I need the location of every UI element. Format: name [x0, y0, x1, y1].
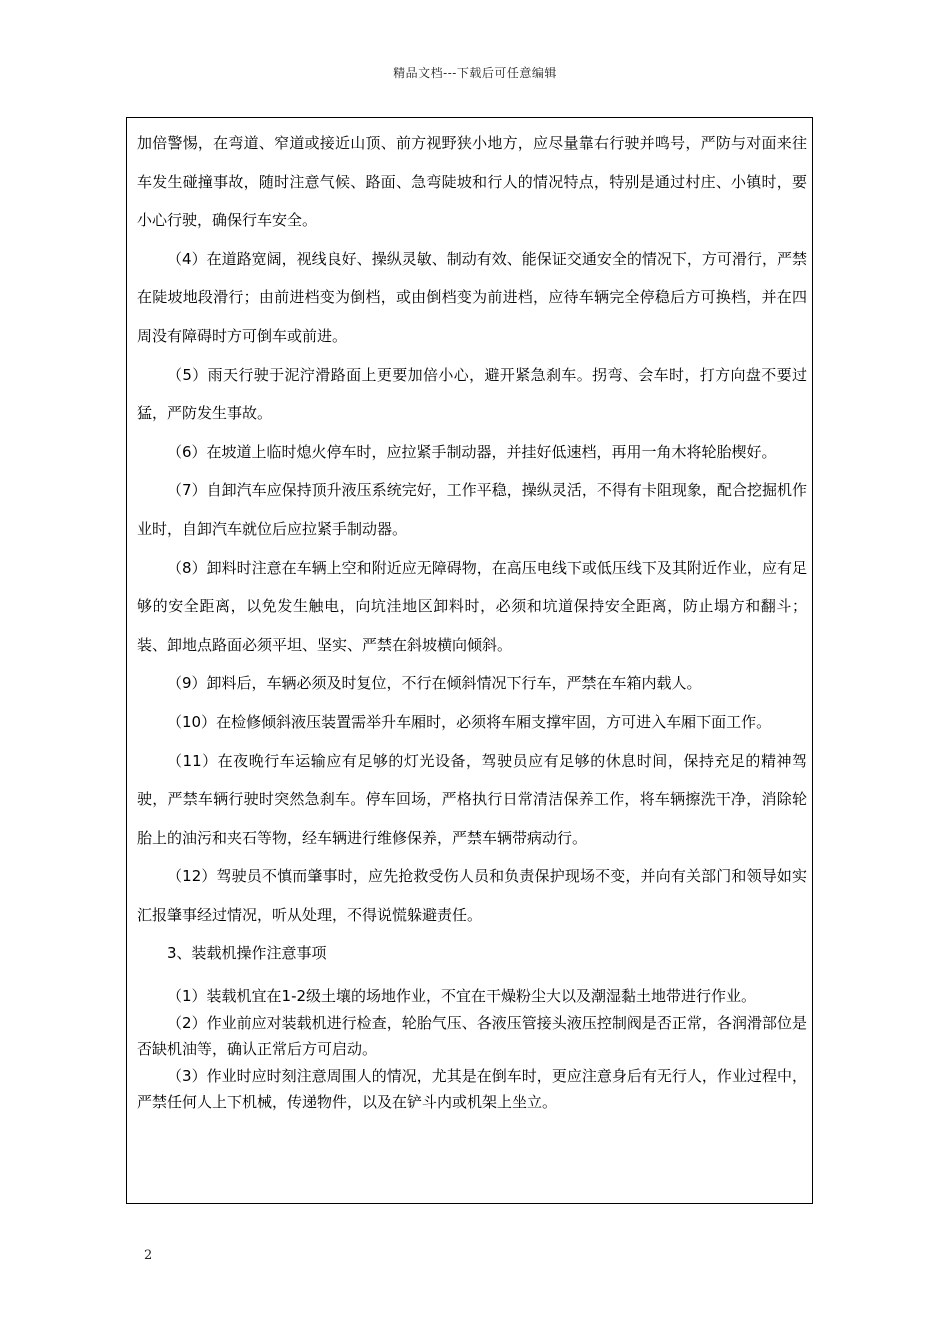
- paragraph-item-9: （9）卸料后，车辆必须及时复位，不行在倾斜情况下行车，严禁在车箱内载人。: [167, 674, 702, 693]
- paragraph-item-11: （11）在夜晚行车运输应有足够的灯光设备，驾驶员应有足够的休息时间，保持充足的精神驾驶，严禁车辆行驶时突然急刹车。停车回场，严格执行日常清洁保养工作，将车辆擦洗干净，消除轮胎上的油污和夹石等物，经车辆进行维修保养，严禁车辆带病动行。: [137, 751, 807, 847]
- paragraph-continuation: 加倍警惕，在弯道、窄道或接近山顶、前方视野狭小地方，应尽量靠右行驶并鸣号，严防与对面来往车发生碰撞事故，随时注意气候、路面、急弯陡坡和行人的情况特点，特别是通过村庄、小镇时，要小心行驶，确保行车安全。: [137, 134, 807, 230]
- page-header: 精品文档---下载后可任意编辑: [393, 66, 557, 80]
- section-heading: 3、装载机操作注意事项: [167, 944, 327, 963]
- paragraph-item-7: （7）自卸汽车应保持顶升液压系统完好，工作平稳，操纵灵活，不得有卡阻现象，配合挖掘机作业时，自卸汽车就位后应拉紧手制动器。: [137, 481, 807, 538]
- loader-item-2: （2）作业前应对装载机进行检查，轮胎气压、各液压管接头液压控制阀是否正常，各润滑部位是否缺机油等，确认正常后方可启动。: [137, 1014, 807, 1059]
- paragraph-item-5: （5）雨天行驶于泥泞滑路面上更要加倍小心，避开紧急刹车。拐弯、会车时，打方向盘不要过猛，严防发生事故。: [137, 365, 807, 423]
- paragraph-item-6: （6）在坡道上临时熄火停车时，应拉紧手制动器，并挂好低速档，再用一角木将轮胎楔好。: [167, 442, 777, 461]
- paragraph-item-12: （12）驾驶员不慎而肇事时，应先抢救受伤人员和负责保护现场不变，并向有关部门和领导如实汇报肇事经过情况，听从处理，不得说慌躲避责任。: [137, 867, 807, 924]
- page-number: 2: [144, 1248, 153, 1263]
- paragraph-item-10: （10）在检修倾斜液压装置需举升车厢时，必须将车厢支撑牢固，方可进入车厢下面工作。: [167, 712, 772, 731]
- document-body: [137, 124, 807, 1115]
- paragraph-item-4: （4）在道路宽阔，视线良好、操纵灵敏、制动有效、能保证交通安全的情况下，方可滑行，严禁在陡坡地段滑行；由前进档变为倒档，或由倒档变为前进档，应待车辆完全停稳后方可换档，并在四周没有障碍时方可倒车或前进。: [137, 249, 807, 345]
- loader-item-3: （3）作业时应时刻注意周围人的情况，尤其是在倒车时，更应注意身后有无行人，作业过程中，严禁任何人上下机械，传递物件，以及在铲斗内或机架上坐立。: [137, 1067, 807, 1112]
- paragraph-item-8: （8）卸料时注意在车辆上空和附近应无障碍物，在高压电线下或低压线下及其附近作业，应有足够的安全距离，以免发生触电，向坑洼地区卸料时，必须和坑道保持安全距离，防止塌方和翻斗；装、卸地点路面必须平坦、坚实、严禁在斜坡横向倾斜。: [137, 558, 807, 654]
- loader-item-1: （1）装载机宜在1-2级土壤的场地作业，不宜在干燥粉尘大以及潮湿黏土地带进行作业。: [167, 987, 757, 1006]
